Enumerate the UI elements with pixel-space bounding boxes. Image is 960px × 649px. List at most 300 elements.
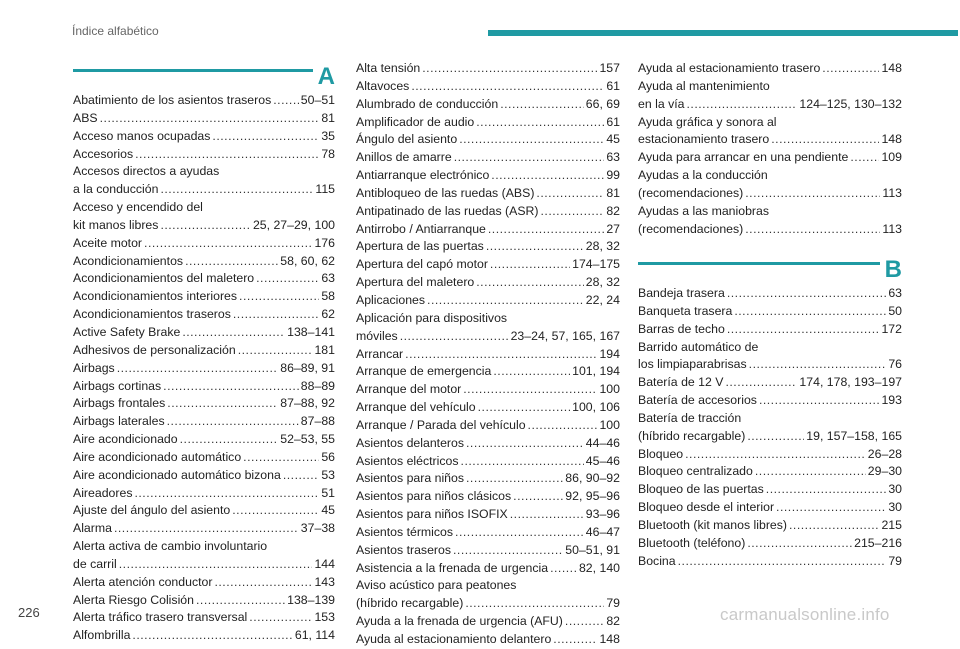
index-entry	[638, 410, 902, 446]
entry-pages: 81	[606, 185, 620, 200]
index-entry	[356, 167, 620, 185]
entry-label: Acondicionamientos traseros	[73, 307, 231, 322]
dot-leader	[789, 517, 879, 535]
index-entry	[356, 417, 620, 435]
dot-leader	[160, 181, 313, 199]
entry-pages: 81	[321, 110, 335, 125]
dot-leader	[513, 488, 563, 506]
entry-pages: 100	[599, 417, 620, 432]
entry-pages: 174–175	[572, 257, 620, 272]
entry-label: Aplicaciones	[356, 292, 426, 307]
entry-label: Alerta tráfico trasero transversal	[73, 610, 248, 625]
dot-leader	[465, 595, 604, 613]
entry-label-line: Barrido automático de	[638, 339, 759, 354]
entry-pages: 46–47	[585, 524, 620, 539]
entry-label: Arranque del vehículo	[356, 400, 476, 415]
entry-label: Aireadores	[73, 485, 133, 500]
dot-leader	[727, 321, 880, 339]
index-entry	[73, 467, 335, 485]
entry-row	[73, 360, 335, 378]
dot-leader	[400, 328, 509, 346]
entry-label: Acceso manos ocupadas	[73, 128, 211, 143]
entry-pages: 76	[888, 357, 902, 372]
entry-label: Ajuste del ángulo del asiento	[73, 503, 231, 518]
header-accent-bar	[488, 30, 958, 36]
entry-row	[638, 96, 902, 114]
entry-label-line: Accesos directos a ayudas	[73, 164, 220, 179]
entry-row	[356, 488, 620, 506]
entry-pages: 93–96	[585, 507, 620, 522]
entry-row	[73, 378, 335, 396]
entry-label: Apertura del maletero	[356, 275, 475, 290]
entry-row	[73, 431, 335, 449]
dot-leader	[100, 110, 320, 128]
index-entry	[73, 110, 335, 128]
index-entry	[638, 481, 902, 499]
entry-label: Bloqueo desde el interior	[638, 500, 775, 515]
entry-row	[356, 149, 620, 167]
section-letter: A	[317, 63, 335, 90]
entry-label: Bocina	[638, 553, 676, 568]
dot-leader	[488, 221, 604, 239]
entry-label: (híbrido recargable)	[638, 428, 746, 443]
entry-label: Amplificador de audio	[356, 114, 475, 129]
dot-leader	[180, 431, 279, 449]
index-entry	[638, 321, 902, 339]
entry-row	[356, 560, 620, 578]
entry-pages: 19, 157–158, 165	[806, 428, 902, 443]
index-entry	[73, 163, 335, 199]
entry-label: Antiarranque electrónico	[356, 168, 490, 183]
entry-pages: 45	[321, 503, 335, 518]
entry-label: Asientos para niños	[356, 471, 465, 486]
entry-label: Asientos térmicos	[356, 524, 454, 539]
dot-leader	[249, 609, 312, 627]
dot-leader	[454, 149, 605, 167]
entry-pages: 101, 194	[572, 364, 620, 379]
index-entry	[73, 538, 335, 574]
dot-leader	[678, 553, 887, 571]
entry-row	[73, 627, 335, 645]
section-divider	[638, 262, 880, 265]
dot-leader	[459, 131, 604, 149]
entry-label: Bluetooth (teléfono)	[638, 535, 746, 550]
dot-leader	[766, 481, 887, 499]
entry-row	[73, 395, 335, 413]
entry-pages: 153	[314, 610, 335, 625]
dot-leader	[491, 167, 604, 185]
entry-row	[638, 149, 902, 167]
entry-row	[356, 114, 620, 132]
dot-leader	[476, 114, 604, 132]
entry-label: Arranque / Parada del vehículo	[356, 417, 526, 432]
dot-leader	[167, 395, 278, 413]
entry-row	[638, 356, 902, 374]
entry-pages: 61	[606, 114, 620, 129]
entry-row	[73, 110, 335, 128]
entry-label: Alumbrado de conducción	[356, 96, 499, 111]
entry-pages: 148	[881, 132, 902, 147]
dot-leader	[745, 221, 880, 239]
dot-leader	[232, 502, 319, 520]
dot-leader	[196, 592, 285, 610]
entry-label-line: Ayudas a la conducción	[638, 168, 768, 183]
index-entry	[73, 378, 335, 396]
index-entry	[73, 306, 335, 324]
dot-leader	[749, 356, 887, 374]
dot-leader	[233, 306, 319, 324]
entry-pages: 82	[606, 203, 620, 218]
dot-leader	[167, 413, 299, 431]
entry-row	[638, 517, 902, 535]
index-entry	[356, 363, 620, 381]
index-entry	[73, 270, 335, 288]
header-title: Índice alfabético	[72, 24, 159, 38]
entry-label-line: Batería de tracción	[638, 410, 742, 425]
entry-row	[73, 306, 335, 324]
dot-leader	[160, 217, 251, 235]
entry-row	[73, 520, 335, 538]
index-entry	[356, 78, 620, 96]
entry-label: Bluetooth (kit manos libres)	[638, 517, 787, 532]
index-entry	[638, 203, 902, 239]
entry-row	[73, 342, 335, 360]
index-entry	[73, 146, 335, 164]
dot-leader	[476, 274, 584, 292]
entry-pages: 148	[881, 61, 902, 75]
entry-row	[356, 613, 620, 631]
entry-row	[356, 595, 620, 613]
dot-leader	[466, 435, 584, 453]
entry-pages: 87–88, 92	[280, 396, 335, 411]
entry-pages: 63	[321, 271, 335, 286]
entry-row	[356, 417, 620, 435]
entry-pages: 45	[606, 132, 620, 147]
dot-leader	[135, 146, 319, 164]
dot-leader	[510, 506, 584, 524]
entry-pages: 194	[599, 346, 620, 361]
dot-leader	[117, 360, 279, 378]
index-entry	[73, 627, 335, 645]
entry-label-line: Aviso acústico para peatones	[356, 578, 517, 593]
entry-pages: 66, 69	[585, 96, 620, 111]
entry-pages: 79	[888, 553, 902, 568]
entry-row	[356, 292, 620, 310]
entry-label: Alarma	[73, 521, 112, 536]
dot-leader	[134, 485, 319, 503]
index-entry	[73, 485, 335, 503]
entry-row	[73, 128, 335, 146]
entry-label: Aceite motor	[73, 235, 143, 250]
dot-leader	[822, 60, 879, 78]
entry-pages: 87–88	[300, 414, 335, 429]
dot-leader	[132, 627, 292, 645]
dot-leader	[243, 449, 319, 467]
entry-pages: 215–216	[854, 535, 902, 550]
section-header-a	[73, 62, 335, 92]
entry-label-line: Aplicación para dispositivos	[356, 310, 508, 325]
entry-row	[638, 428, 902, 446]
entry-label: Bloqueo	[638, 446, 684, 461]
entry-label: Bloqueo centralizado	[638, 464, 753, 479]
section-divider	[73, 69, 313, 72]
entry-row	[638, 374, 902, 392]
entry-pages: 181	[314, 342, 335, 357]
entry-pages: 44–46	[585, 435, 620, 450]
index-entry	[73, 360, 335, 378]
dot-leader	[453, 542, 563, 560]
section-letter: B	[884, 256, 902, 283]
entry-row	[638, 499, 902, 517]
entry-row	[73, 92, 335, 110]
index-entry	[356, 399, 620, 417]
entry-pages: 53	[321, 467, 335, 482]
entry-pages: 50	[888, 303, 902, 318]
entry-label: kit manos libres	[73, 217, 159, 232]
entry-label: Ángulo del asiento	[356, 132, 458, 147]
dot-leader	[411, 78, 604, 96]
entry-pages: 99	[606, 168, 620, 183]
index-entry	[356, 310, 620, 346]
entry-label: Accesorios	[73, 146, 134, 161]
index-entry	[73, 574, 335, 592]
entry-label: Abatimiento de los asientos traseros	[73, 93, 272, 107]
entry-label: (recomendaciones)	[638, 221, 744, 236]
entry-row	[73, 609, 335, 627]
entry-row	[356, 435, 620, 453]
entry-row	[356, 328, 620, 346]
dot-leader	[747, 535, 852, 553]
entry-pages: 61	[606, 78, 620, 93]
index-entry	[73, 592, 335, 610]
entry-row	[638, 481, 902, 499]
index-entry	[356, 292, 620, 310]
index-entry	[73, 235, 335, 253]
index-entry	[73, 128, 335, 146]
entry-pages: 25, 27–29, 100	[252, 217, 335, 232]
dot-leader	[119, 556, 313, 574]
entry-pages: 79	[606, 596, 620, 611]
entry-pages: 109	[881, 150, 902, 165]
entry-pages: 172	[881, 321, 902, 336]
entry-row	[638, 321, 902, 339]
entry-row	[356, 470, 620, 488]
index-entry	[356, 453, 620, 471]
entry-row	[73, 235, 335, 253]
entry-pages: 58	[321, 289, 335, 304]
entry-row	[356, 506, 620, 524]
dot-leader	[771, 131, 879, 149]
entry-row	[356, 167, 620, 185]
entry-pages: 28, 32	[585, 275, 620, 290]
entry-row	[638, 553, 902, 571]
index-entry	[356, 488, 620, 506]
dot-leader	[461, 453, 584, 471]
entry-pages: 86–89, 91	[280, 360, 335, 375]
entry-pages: 23–24, 57, 165, 167	[510, 328, 620, 343]
dot-leader	[144, 235, 312, 253]
entry-row	[638, 285, 902, 303]
entry-pages: 138–139	[287, 592, 335, 607]
index-entry	[73, 609, 335, 627]
dot-leader	[541, 203, 605, 221]
entry-pages: 63	[888, 286, 902, 300]
entry-label: Alerta atención conductor	[73, 574, 213, 589]
entry-label: a la conducción	[73, 182, 159, 197]
dot-leader	[163, 378, 299, 396]
entry-row	[356, 60, 620, 78]
dot-leader	[759, 392, 880, 410]
entry-pages: 157	[599, 61, 620, 75]
dot-leader	[565, 613, 604, 631]
index-entry	[356, 381, 620, 399]
index-entry	[638, 374, 902, 392]
entry-row	[356, 381, 620, 399]
entry-row	[356, 221, 620, 239]
index-entry	[356, 506, 620, 524]
entry-row	[638, 446, 902, 464]
entry-label: Airbags laterales	[73, 414, 165, 429]
index-entry	[356, 149, 620, 167]
entry-pages: 148	[599, 632, 620, 646]
dot-leader	[463, 381, 597, 399]
index-entry	[356, 256, 620, 274]
dot-leader	[528, 417, 598, 435]
dot-leader	[256, 270, 319, 288]
entry-pages: 144	[314, 556, 335, 571]
entry-pages: 29–30	[867, 464, 902, 479]
dot-leader	[490, 256, 570, 274]
entry-label: Asientos eléctricos	[356, 453, 459, 468]
entry-label: Barras de techo	[638, 321, 725, 336]
entry-row	[356, 238, 620, 256]
index-entry	[638, 517, 902, 535]
index-entry	[638, 392, 902, 410]
entry-label: Asistencia a la frenada de urgencia	[356, 560, 549, 575]
dot-leader	[239, 288, 319, 306]
entry-label: (híbrido recargable)	[356, 596, 464, 611]
index-entry	[356, 542, 620, 560]
entry-row	[73, 253, 335, 271]
entry-label: Antirrobo / Antiarranque	[356, 221, 486, 236]
dot-leader	[273, 92, 299, 110]
entry-row	[356, 203, 620, 221]
dot-leader	[238, 342, 313, 360]
entry-pages: 138–141	[287, 324, 335, 339]
index-entry	[73, 253, 335, 271]
dot-leader	[685, 446, 866, 464]
dot-leader	[550, 560, 577, 578]
entry-label: Active Safety Brake	[73, 324, 181, 339]
dot-leader	[500, 96, 584, 114]
entry-label: Aire acondicionado automático bizona	[73, 467, 281, 482]
entry-label: Airbags cortinas	[73, 378, 162, 393]
dot-leader	[422, 60, 597, 78]
entry-row	[73, 556, 335, 574]
entry-row	[638, 303, 902, 321]
entry-row	[356, 78, 620, 96]
index-entry	[356, 577, 620, 613]
index-entry	[73, 431, 335, 449]
entry-pages: 78	[321, 146, 335, 161]
entry-list	[73, 92, 335, 645]
entry-pages: 176	[314, 235, 335, 250]
entry-label-line: Acceso y encendido del	[73, 200, 203, 215]
dot-leader	[776, 499, 886, 517]
index-entry	[73, 520, 335, 538]
entry-pages: 30	[888, 500, 902, 515]
entry-label: Arranque del motor	[356, 382, 462, 397]
index-entry	[73, 413, 335, 431]
dot-leader	[745, 185, 880, 203]
entry-row	[638, 535, 902, 553]
index-entry	[356, 524, 620, 542]
entry-row	[356, 399, 620, 417]
entry-label: en la vía	[638, 96, 685, 111]
index-entry	[356, 613, 620, 631]
entry-pages: 92, 95–96	[565, 489, 620, 504]
entry-pages: 193	[881, 393, 902, 408]
entry-row	[73, 413, 335, 431]
section-header-b	[638, 255, 902, 285]
entry-pages: 88–89	[300, 378, 335, 393]
dot-leader	[687, 96, 798, 114]
index-entry	[638, 535, 902, 553]
entry-pages: 37–38	[300, 521, 335, 536]
entry-label: Aire acondicionado	[73, 432, 178, 447]
entry-row	[356, 274, 620, 292]
entry-row	[73, 502, 335, 520]
entry-pages: 35	[321, 128, 335, 143]
index-entry	[638, 167, 902, 203]
entry-row	[73, 288, 335, 306]
index-entry	[356, 60, 620, 78]
entry-pages: 86, 90–92	[565, 471, 620, 486]
entry-label: de carril	[73, 556, 117, 571]
entry-label: Asientos traseros	[356, 542, 452, 557]
entry-pages: 61, 114	[294, 628, 335, 643]
dot-leader	[283, 467, 319, 485]
index-entry	[73, 342, 335, 360]
entry-label: Apertura de las puertas	[356, 239, 484, 254]
dot-leader	[214, 574, 312, 592]
index-entry	[356, 185, 620, 203]
entry-row	[356, 453, 620, 471]
entry-row	[638, 463, 902, 481]
entry-pages: 100	[599, 382, 620, 397]
entry-pages: 63	[606, 150, 620, 165]
entry-label: Batería de accesorios	[638, 393, 757, 408]
index-entry	[73, 502, 335, 520]
entry-pages: 82	[606, 614, 620, 629]
entry-list	[356, 60, 620, 649]
index-entry	[638, 78, 902, 114]
dot-leader	[114, 520, 299, 538]
entry-label: Alerta Riesgo Colisión	[73, 592, 194, 607]
entry-row	[73, 324, 335, 342]
index-entry	[356, 470, 620, 488]
page-number: 226	[18, 605, 40, 620]
entry-row	[73, 592, 335, 610]
entry-label: Adhesivos de personalización	[73, 342, 236, 357]
entry-label: Altavoces	[356, 78, 410, 93]
entry-row	[638, 221, 902, 239]
entry-label: Apertura del capó motor	[356, 257, 488, 272]
dot-leader	[486, 238, 584, 256]
entry-pages: 174, 178, 193–197	[799, 375, 902, 390]
dot-leader	[455, 524, 584, 542]
entry-pages: 22, 24	[585, 292, 620, 307]
